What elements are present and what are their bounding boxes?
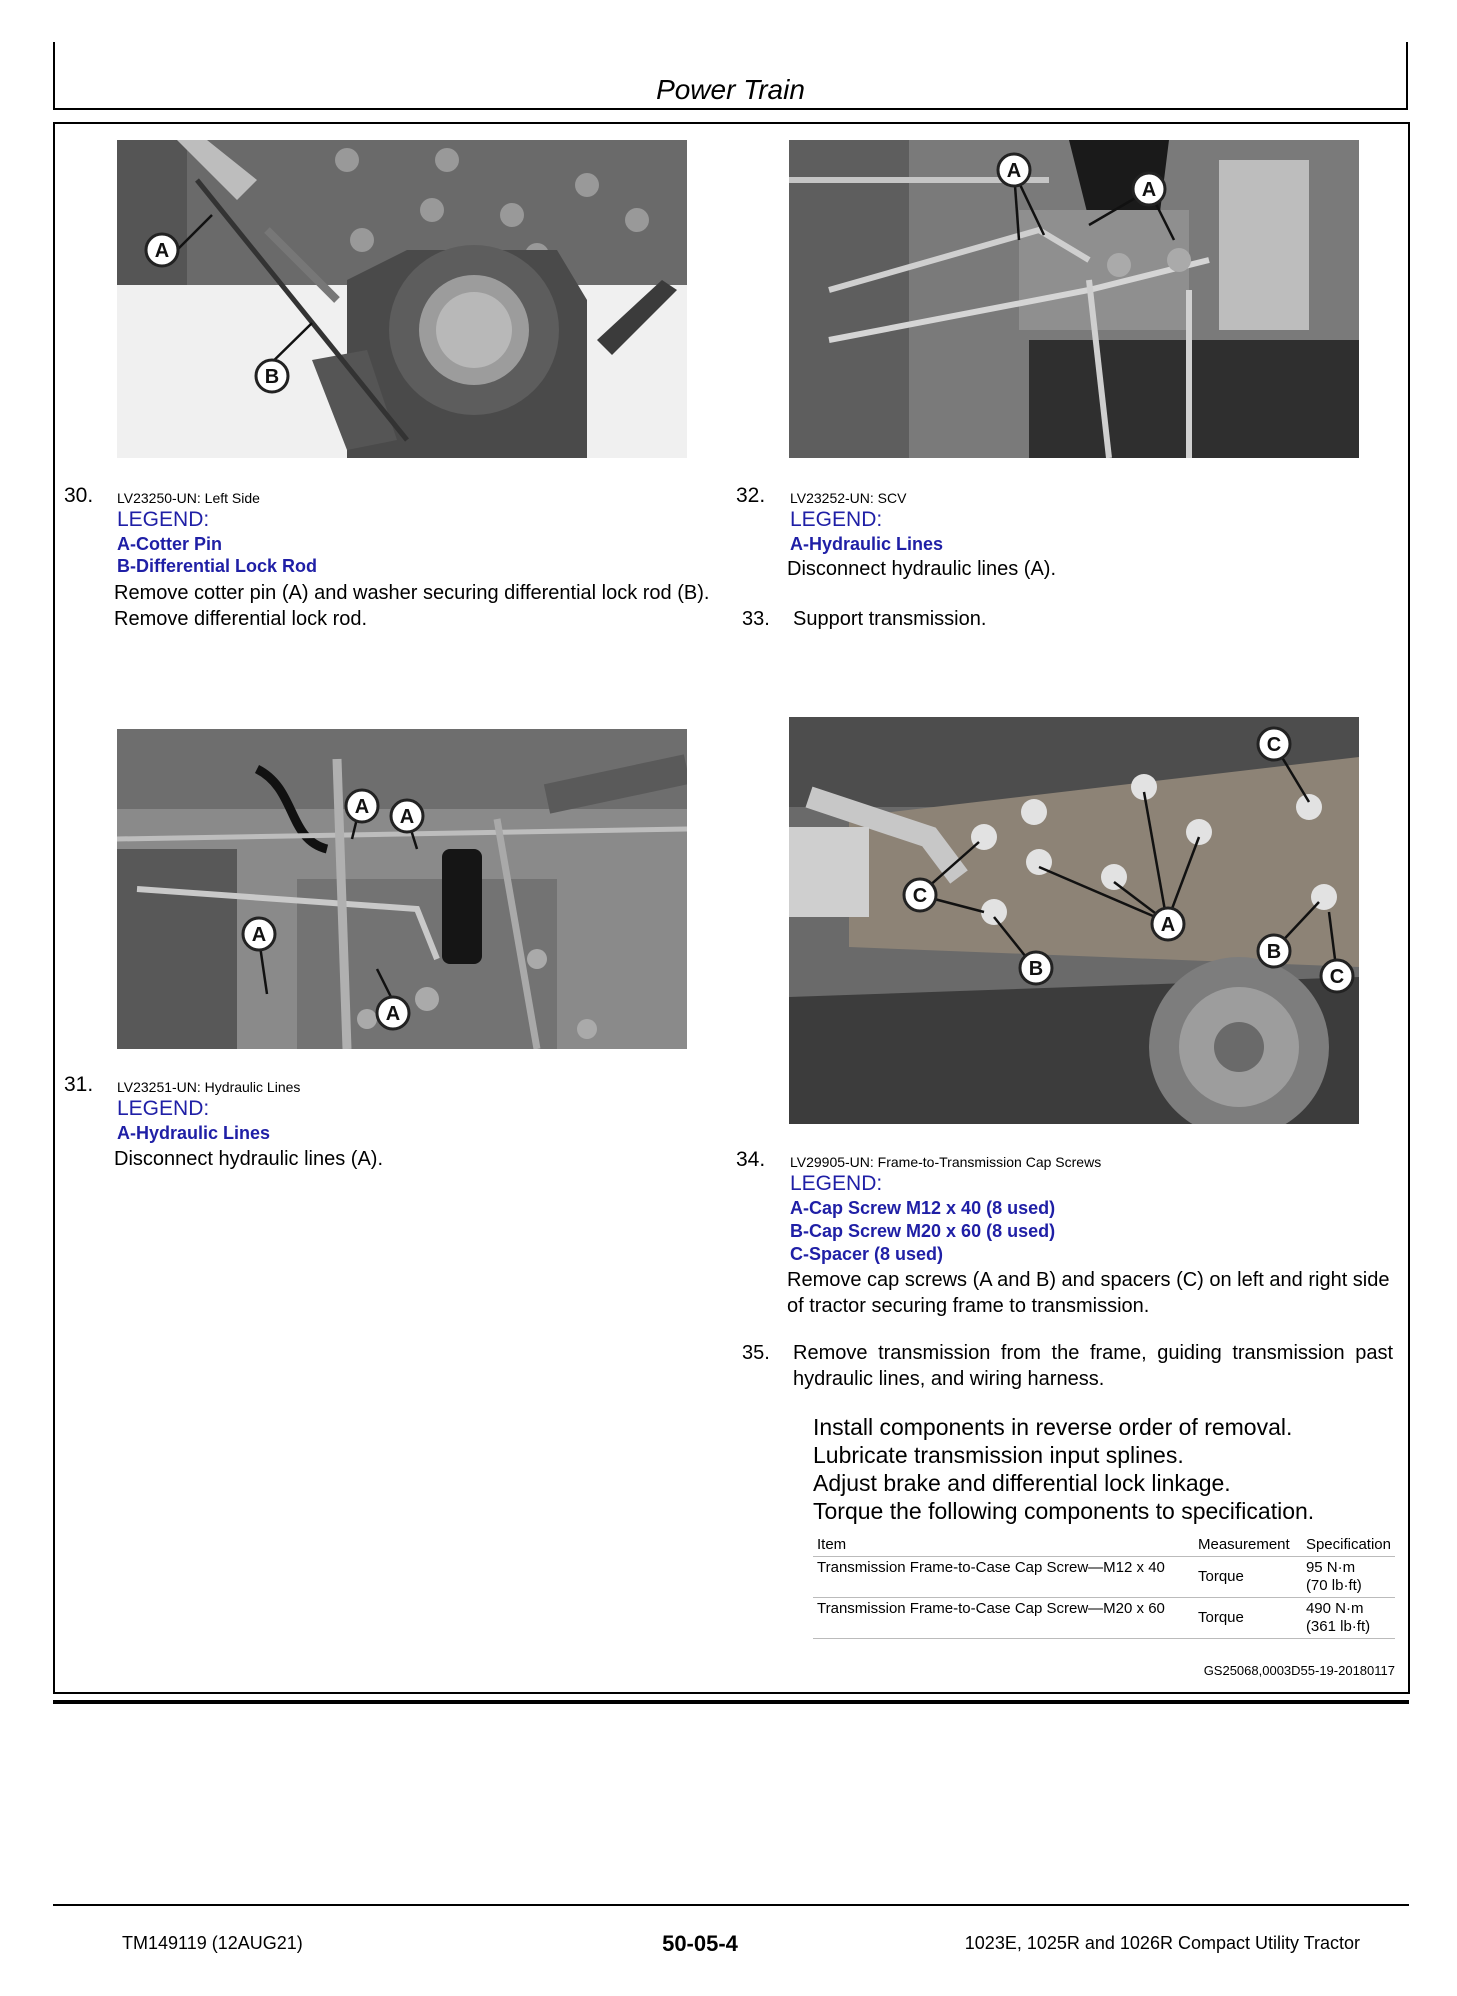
step-34-caption: LV29905-UN: Frame-to-Transmission Cap Screws — [790, 1154, 1102, 1170]
spec-value-imperial: (361 lb·ft) — [1305, 1618, 1371, 1635]
step-31-number: 31. — [64, 1073, 94, 1096]
figure-lv23250-drawing — [117, 140, 687, 458]
svg-text:B: B — [1266, 941, 1282, 963]
footer-page-number: 50-05-4 — [662, 1931, 738, 1956]
step-32-number: 32. — [736, 484, 766, 507]
step-34-legend-item: B-Cap Screw M20 x 60 (8 used) — [790, 1221, 1056, 1241]
step-31-text: Disconnect hydraulic lines (A). — [114, 1148, 383, 1170]
step-31-legend-item: A-Hydraulic Lines — [117, 1123, 271, 1143]
install-line: Adjust brake and differential lock linkage. — [813, 1470, 1231, 1496]
step-30-caption: LV23250-UN: Left Side — [117, 490, 260, 506]
step-31-legend-title: LEGEND: — [117, 1097, 210, 1120]
document-reference: GS25068,0003D55-19-20180117 — [1203, 1663, 1395, 1678]
spec-value — [1302, 1557, 1395, 1598]
step-34-legend-item: A-Cap Screw M12 x 40 (8 used) — [790, 1198, 1056, 1218]
figure-lv23252 — [789, 140, 1359, 458]
step-32-text: Disconnect hydraulic lines (A). — [787, 558, 1056, 580]
step-35-number: 35. — [742, 1342, 770, 1364]
section-title: Power Train — [656, 74, 805, 105]
callout-b — [1020, 952, 1052, 984]
step-35-text: Remove transmission from the frame, guiding transmission past hydraulic lines, and wiring harness. — [793, 1342, 1393, 1390]
spec-measurement: Torque — [1194, 1598, 1302, 1639]
svg-text:C: C — [1329, 966, 1345, 988]
spec-value-metric: 490 N·m — [1305, 1600, 1364, 1617]
step-32-legend-title: LEGEND: — [790, 508, 883, 531]
callout-a — [146, 234, 178, 266]
footer-product-title: 1023E, 1025R and 1026R Compact Utility Tractor — [964, 1933, 1360, 1953]
svg-text:A: A — [251, 924, 267, 946]
step-34-text: Remove cap screws (A and B) and spacers (C) on left and right side of tractor securing frame to transmission. — [787, 1269, 1390, 1317]
spec-value-metric: 95 N·m — [1305, 1559, 1356, 1576]
table-row — [813, 1557, 1395, 1598]
spec-table-header — [813, 1534, 1395, 1557]
step-32-caption: LV23252-UN: SCV — [790, 490, 907, 506]
callout-b — [1258, 935, 1290, 967]
step-30-text: Remove cotter pin (A) and washer securing differential lock rod (B). Remove differential lock rod. — [114, 582, 710, 630]
svg-text:A: A — [1160, 914, 1176, 936]
svg-text:A: A — [385, 1003, 401, 1025]
step-34-legend-item: C-Spacer (8 used) — [790, 1244, 944, 1264]
spec-value-imperial: (70 lb·ft) — [1305, 1577, 1362, 1594]
callout-a — [346, 790, 378, 822]
spec-header-specification: Specification — [1302, 1534, 1395, 1557]
svg-text:B: B — [264, 366, 280, 388]
step-34-legend-title: LEGEND: — [790, 1172, 883, 1195]
figure-lv23252-drawing — [789, 140, 1359, 458]
step-33-number: 33. — [742, 608, 770, 630]
install-instructions — [813, 1413, 1403, 1525]
step-33-text: Support transmission. — [793, 608, 987, 630]
svg-text:A: A — [354, 796, 370, 818]
step-32-legend-item: A-Hydraulic Lines — [790, 534, 944, 554]
install-line: Lubricate transmission input splines. — [813, 1442, 1184, 1468]
spec-measurement: Torque — [1194, 1557, 1302, 1598]
figure-lv23251-drawing — [117, 729, 687, 1049]
svg-text:B: B — [1028, 958, 1044, 980]
callout-c — [1321, 960, 1353, 992]
callout-a — [391, 800, 423, 832]
svg-text:C: C — [912, 885, 928, 907]
install-line: Install components in reverse order of removal. — [813, 1414, 1293, 1440]
spec-item: Transmission Frame-to-Case Cap Screw—M12 x 40 — [813, 1557, 1194, 1598]
step-31-caption: LV23251-UN: Hydraulic Lines — [117, 1079, 301, 1095]
callout-a — [998, 154, 1030, 186]
callout-c — [904, 879, 936, 911]
svg-text:A: A — [399, 806, 415, 828]
svg-text:A: A — [1141, 179, 1157, 201]
svg-text:C: C — [1266, 734, 1282, 756]
figure-lv23251 — [117, 729, 687, 1049]
install-line: Torque the following components to specification. — [813, 1498, 1315, 1524]
step-30-legend-title: LEGEND: — [117, 508, 210, 531]
step-34-number: 34. — [736, 1148, 766, 1171]
figure-lv29905 — [789, 717, 1359, 1124]
callout-a — [1152, 908, 1184, 940]
header-rule — [53, 108, 1408, 110]
callout-a — [243, 918, 275, 950]
spec-header-measurement: Measurement — [1194, 1534, 1302, 1557]
svg-text:A: A — [1006, 160, 1022, 182]
step-30-legend-item: A-Cotter Pin — [117, 534, 222, 554]
spec-value — [1302, 1598, 1395, 1639]
spec-header-item: Item — [813, 1534, 1194, 1557]
svg-text:A: A — [154, 240, 170, 262]
spec-item: Transmission Frame-to-Case Cap Screw—M20 x 60 — [813, 1598, 1194, 1639]
figure-lv23250 — [117, 140, 687, 458]
spec-table — [813, 1534, 1395, 1639]
section-end-rule — [53, 1700, 1409, 1704]
step-30-number: 30. — [64, 484, 94, 507]
callout-b — [256, 360, 288, 392]
table-row — [813, 1598, 1395, 1639]
callout-a — [377, 997, 409, 1029]
spec-table-wrap — [813, 1534, 1395, 1639]
callout-c — [1258, 728, 1290, 760]
footer-manual-id: TM149119 (12AUG21) — [122, 1933, 303, 1953]
step-30-legend-item: B-Differential Lock Rod — [117, 556, 318, 576]
figure-lv29905-drawing — [789, 717, 1359, 1124]
footer-rule — [53, 1904, 1409, 1906]
callout-a — [1133, 173, 1165, 205]
